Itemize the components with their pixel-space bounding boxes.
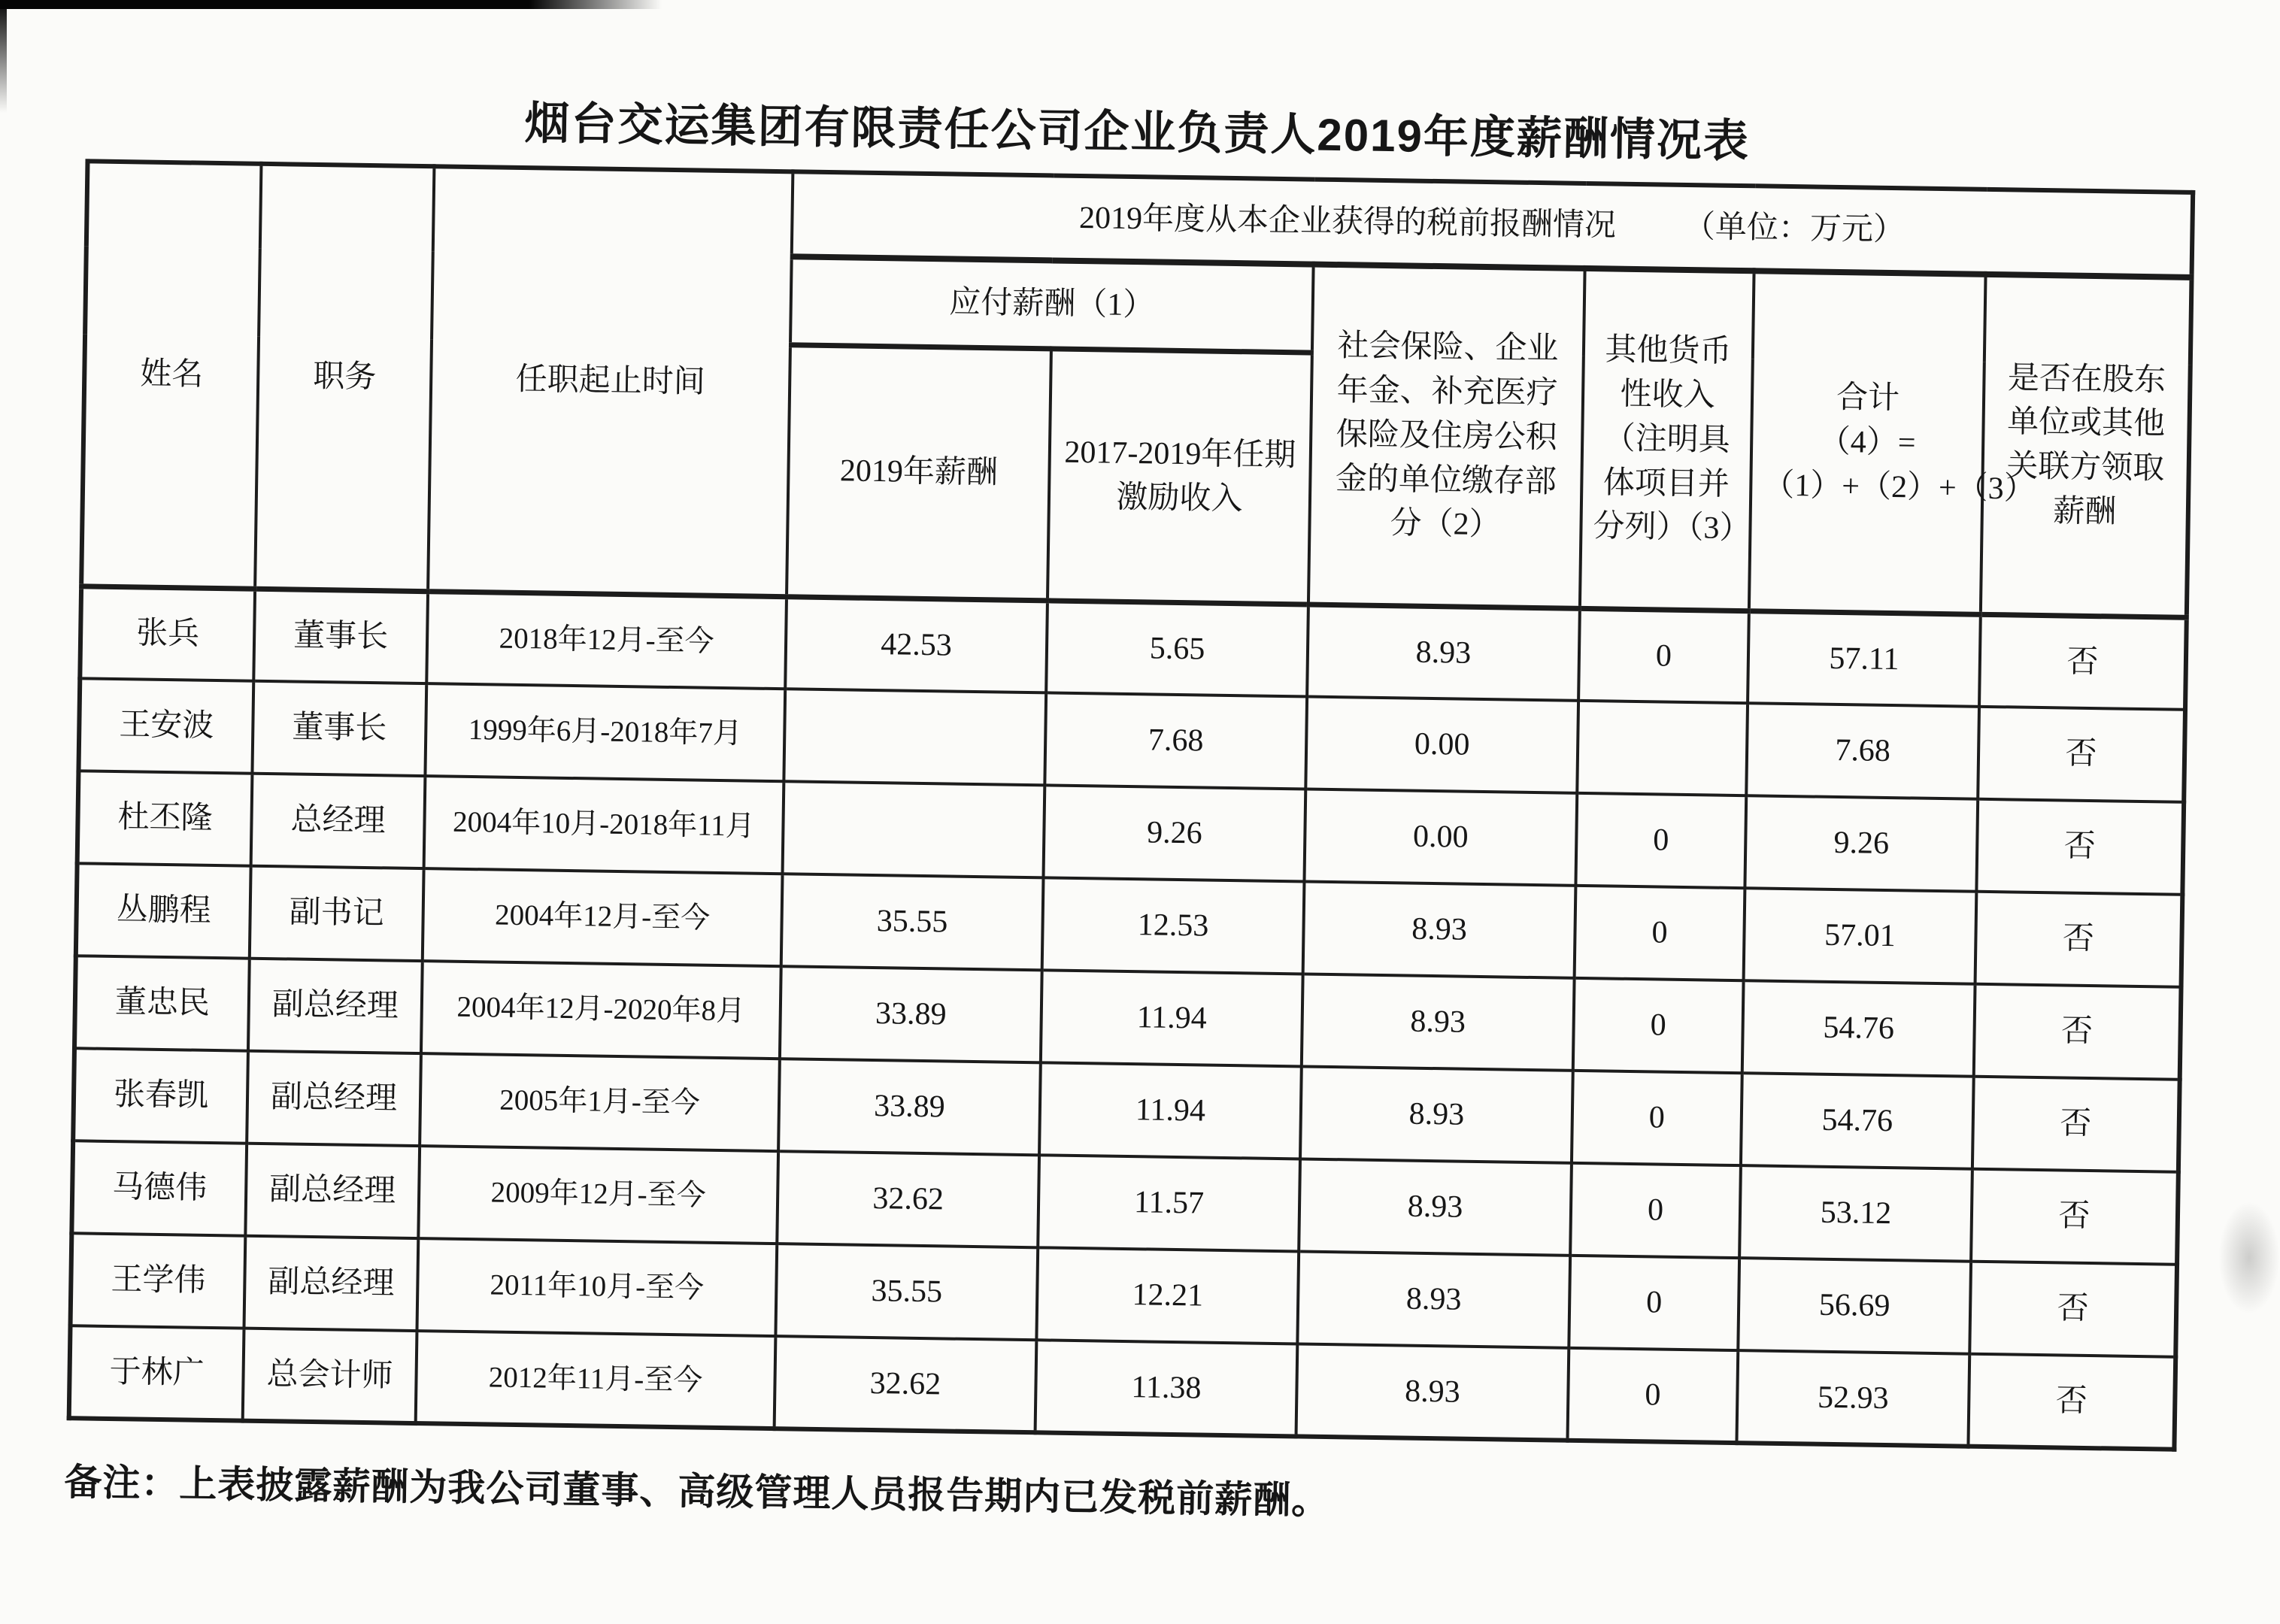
col-header-salary-2019: 2019年薪酬 xyxy=(787,344,1051,600)
cell-other-cash: 0 xyxy=(1578,608,1749,703)
cell-other-cash: 0 xyxy=(1573,978,1744,1073)
cell-salary xyxy=(783,781,1045,877)
cell-tenure: 2012年11月-至今 xyxy=(416,1331,776,1429)
cell-position: 副总经理 xyxy=(248,959,423,1053)
cell-total: 54.76 xyxy=(1741,1073,1974,1169)
cell-incentive: 12.21 xyxy=(1036,1247,1299,1344)
cell-name: 王安波 xyxy=(78,678,253,773)
footnote: 备注：上表披露薪酬为我公司董事、高级管理人员报告期内已发税前薪酬。 xyxy=(64,1461,1330,1522)
cell-related-pay: 否 xyxy=(1976,799,2184,895)
cell-incentive: 11.94 xyxy=(1041,970,1303,1066)
cell-social: 8.93 xyxy=(1296,1344,1569,1440)
cell-other-cash: 0 xyxy=(1575,793,1746,888)
cell-tenure: 2018年12月-至今 xyxy=(426,591,787,689)
cell-related-pay: 否 xyxy=(1975,892,2183,987)
cell-total: 52.93 xyxy=(1736,1350,1969,1447)
cell-name: 王学伟 xyxy=(71,1233,246,1328)
cell-total: 57.01 xyxy=(1744,888,1977,984)
cell-related-pay: 否 xyxy=(1969,1262,2177,1357)
cell-other-cash xyxy=(1577,701,1748,795)
cell-social: 0.00 xyxy=(1304,789,1577,886)
cell-salary: 32.62 xyxy=(775,1336,1037,1432)
col-header-other-cash: 其他货币性收入（注明具体项目并分列）（3） xyxy=(1580,268,1754,611)
cell-social: 8.93 xyxy=(1300,1066,1573,1162)
col-header-total: 合计 （4）=（1）+（2）+（3） xyxy=(1749,271,1986,614)
cell-name: 丛鹏程 xyxy=(76,863,251,958)
cell-tenure: 2004年10月-2018年11月 xyxy=(424,776,784,874)
cell-salary: 32.62 xyxy=(777,1151,1039,1247)
col-header-incentive: 2017-2019年任期激励收入 xyxy=(1048,348,1312,604)
cell-social: 8.93 xyxy=(1303,881,1576,977)
cell-salary: 35.55 xyxy=(781,874,1044,970)
cell-tenure: 2004年12月-2020年8月 xyxy=(421,961,781,1059)
document-title: 烟台交运集团有限责任公司企业负责人2019年度薪酬情况表 xyxy=(524,98,1751,167)
col-header-position: 职务 xyxy=(255,164,434,591)
cell-salary: 33.89 xyxy=(778,1059,1041,1155)
cell-other-cash: 0 xyxy=(1569,1256,1739,1350)
cell-incentive: 12.53 xyxy=(1042,877,1305,974)
col-header-related-pay: 是否在股东单位或其他关联方领取薪酬 xyxy=(1981,274,2192,617)
cell-incentive: 5.65 xyxy=(1046,600,1308,696)
cell-total: 56.69 xyxy=(1738,1258,1971,1354)
cell-position: 副书记 xyxy=(250,866,424,961)
cell-social: 8.93 xyxy=(1297,1251,1570,1347)
header-group-wrap xyxy=(804,192,2180,256)
cell-related-pay: 否 xyxy=(1974,984,2181,1080)
cell-social: 8.93 xyxy=(1299,1159,1572,1255)
cell-incentive: 9.26 xyxy=(1044,785,1306,881)
cell-tenure: 2005年1月-至今 xyxy=(420,1053,780,1151)
cell-position: 副总经理 xyxy=(244,1236,418,1331)
col-header-payable: 应付薪酬（1） xyxy=(790,256,1314,352)
cell-other-cash: 0 xyxy=(1575,886,1745,980)
cell-tenure: 2009年12月-至今 xyxy=(418,1146,778,1244)
cell-related-pay: 否 xyxy=(1978,707,2185,802)
cell-related-pay: 否 xyxy=(1971,1169,2178,1265)
cell-incentive: 11.57 xyxy=(1038,1155,1300,1251)
cell-incentive: 11.38 xyxy=(1035,1340,1298,1436)
cell-salary: 42.53 xyxy=(785,596,1048,692)
cell-total: 7.68 xyxy=(1746,703,1979,799)
cell-related-pay: 否 xyxy=(1972,1077,2180,1172)
cell-social: 8.93 xyxy=(1307,604,1580,701)
cell-position: 董事长 xyxy=(253,589,428,683)
cell-salary: 33.89 xyxy=(780,966,1042,1062)
cell-position: 副总经理 xyxy=(247,1051,421,1146)
cell-total: 9.26 xyxy=(1745,795,1978,892)
cell-other-cash: 0 xyxy=(1572,1071,1742,1165)
header-unit-label: （单位：万元） xyxy=(1683,209,1906,247)
cell-name: 马德伟 xyxy=(71,1141,247,1235)
col-header-tenure: 任职起止时间 xyxy=(428,166,793,596)
cell-related-pay: 否 xyxy=(1979,614,2187,710)
cell-position: 总会计师 xyxy=(243,1329,417,1423)
cell-total: 53.12 xyxy=(1739,1165,1972,1262)
cell-total: 54.76 xyxy=(1742,980,1975,1077)
cell-name: 张春凯 xyxy=(73,1048,248,1143)
cell-tenure: 2011年10月-至今 xyxy=(417,1238,777,1336)
scan-edge-artifact-left xyxy=(0,0,7,113)
cell-name: 张兵 xyxy=(80,586,255,680)
scan-edge-artifact-top xyxy=(0,0,662,9)
cell-name: 杜丕隆 xyxy=(77,771,253,865)
cell-tenure: 1999年6月-2018年7月 xyxy=(425,683,785,781)
scan-smudge-artifact xyxy=(2218,1201,2280,1314)
col-header-name: 姓名 xyxy=(81,161,261,588)
cell-other-cash: 0 xyxy=(1567,1348,1738,1443)
cell-position: 总经理 xyxy=(251,774,426,868)
cell-name: 董忠民 xyxy=(74,956,250,1050)
cell-position: 董事长 xyxy=(252,681,426,776)
cell-related-pay: 否 xyxy=(1968,1354,2175,1450)
cell-other-cash: 0 xyxy=(1570,1163,1741,1258)
cell-position: 副总经理 xyxy=(245,1144,420,1238)
cell-incentive: 7.68 xyxy=(1044,692,1307,789)
salary-table xyxy=(67,159,2196,1451)
col-header-social: 社会保险、企业年金、补充医疗保险及住房公积金的单位缴存部分（2） xyxy=(1308,265,1585,608)
cell-salary xyxy=(784,689,1046,785)
cell-social: 0.00 xyxy=(1305,697,1578,793)
cell-incentive: 11.94 xyxy=(1039,1062,1302,1159)
cell-name: 于林广 xyxy=(69,1326,244,1420)
cell-salary: 35.55 xyxy=(775,1244,1038,1340)
header-group-title: 2019年度从本企业获得的税前报酬情况 xyxy=(1078,200,1617,244)
cell-total: 57.11 xyxy=(1748,611,1981,707)
cell-tenure: 2004年12月-至今 xyxy=(423,868,783,966)
cell-social: 8.93 xyxy=(1302,974,1575,1070)
header-row-1 xyxy=(86,161,2193,277)
